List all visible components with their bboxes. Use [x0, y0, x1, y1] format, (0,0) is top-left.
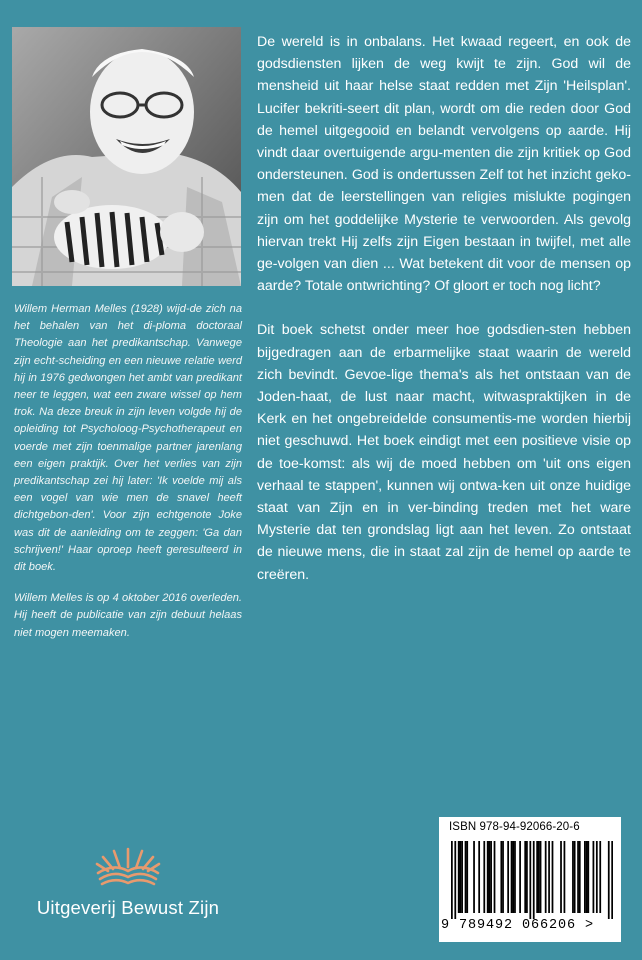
- barcode-bar: [507, 841, 509, 913]
- book-blurb: [257, 31, 631, 608]
- barcode-bar: [489, 841, 491, 913]
- barcode-label: [439, 817, 621, 942]
- author-biography: [14, 301, 242, 656]
- barcode-bar: [511, 841, 513, 913]
- publisher-logo: [12, 827, 244, 927]
- barcode-bar: [500, 841, 502, 913]
- bio-paragraph: Willem Herman Melles (1928) wijd-de zich na het behalen van het di-ploma doctoraal Theologie aan het predikantschap. Vanwege zijn echt-scheiding en een nieuwe relatie werd hij in 1976 gedwongen het ambt van predikant neer te leggen, wat een zware wissel op hem trok. Na deze breuk in zijn leven volgde hij de opleiding tot Psycholoog-Psychotherapeut en voerde met zijn toenmalige partner jarenlang een eigen praktijk. Over het verlies van zijn predikantschap zei hij later: 'Ik voelde mij als een vogel van wie men de snavel heeft dichtgebon-den'. Voor zijn echtgenote Joke was dit de aanleiding om te zeggen: 'Ga dan schrijven!' Haar oproep heeft geresulteerd in dit boek.: [14, 303, 242, 574]
- barcode-bar: [536, 841, 538, 913]
- barcode-bar: [458, 841, 460, 913]
- bio-paragraph-death: Willem Melles is op 4 oktober 2016 overleden. Hij heeft de publicatie van zijn debuut helaas niet mogen meemaken.: [14, 592, 242, 639]
- publisher-name: Uitgeverij Bewust Zijn: [36, 897, 220, 918]
- barcode-bar: [473, 841, 475, 913]
- barcode-bar: [529, 841, 531, 919]
- barcode-bar: [596, 841, 598, 913]
- barcode-bar: [526, 841, 528, 913]
- barcode-bar: [579, 841, 581, 913]
- barcode-bar: [461, 841, 463, 913]
- barcode-bar: [502, 841, 504, 913]
- barcode-digits: 9 789492 066206 >: [441, 918, 595, 933]
- barcode-bar: [564, 841, 566, 913]
- barcode: [451, 841, 613, 919]
- sunrise-book-icon: [92, 827, 164, 887]
- blurb-paragraph-2: Dit boek schetst onder meer hoe godsdien-sten hebben bijgedragen aan de erbarmelijke staat waarin de wereld zich bevindt. Gevoe-lige thema's als het ontstaan van de Joden-haat, de lust naar macht, witwaspraktijken in de Kerk en het ongebreidelde consumentis-me worden hierbij niet geschuwd. Het boek eindigt met een positieve visie op de toe-komst: als wij de moed hebben om 'uit ons eigen verhaal te stappen', kunnen wij ontwa-ken uit onze huidige staat van Zijn en in ver-binding treden met het ware Mysterie dat ten grondslag ligt aan het leven. Zo ontstaat de nieuwe mens, die in staat zal zijn de hemel op aarde te creëren.: [257, 322, 631, 583]
- barcode-bar: [545, 841, 547, 913]
- barcode-bar: [586, 841, 588, 913]
- barcode-bar: [490, 841, 492, 913]
- barcode-bar: [552, 841, 554, 913]
- isbn-text: ISBN 978-94-92066-20-6: [449, 821, 580, 833]
- barcode-bar: [574, 841, 576, 913]
- barcode-bar: [478, 841, 480, 913]
- barcode-bar: [540, 841, 542, 913]
- barcode-bar: [584, 841, 586, 913]
- barcode-bar: [466, 841, 468, 913]
- barcode-bar: [494, 841, 496, 913]
- barcode-bar: [451, 841, 453, 919]
- barcode-bar: [599, 841, 601, 913]
- barcode-bar: [533, 841, 535, 919]
- barcode-bar: [587, 841, 589, 913]
- barcode-bar: [454, 841, 456, 919]
- barcode-bar: [519, 841, 521, 913]
- barcode-bar: [560, 841, 562, 913]
- barcode-bar: [512, 841, 514, 913]
- barcode-bar: [538, 841, 540, 913]
- barcode-bar: [524, 841, 526, 913]
- barcode-bar: [548, 841, 550, 913]
- barcode-bar: [593, 841, 595, 913]
- barcode-bar: [608, 841, 610, 919]
- barcode-bar: [514, 841, 516, 913]
- barcode-bar: [460, 841, 462, 913]
- author-photo: [12, 27, 241, 286]
- barcode-bar: [487, 841, 489, 913]
- barcode-bar: [577, 841, 579, 913]
- barcode-bar: [465, 841, 467, 913]
- barcode-bar: [572, 841, 574, 913]
- barcode-bar: [483, 841, 485, 913]
- barcode-bar: [611, 841, 613, 919]
- blurb-paragraph-1: De wereld is in onbalans. Het kwaad regeert, en ook de godsdiensten lijken de weg kwijt te zijn. God wil de mensheid uit haar helse staat redden met Zijn 'Heilsplan'. Lucifer bekriti-seert dit plan, wordt om die reden door God de hemel uitgegooid en belandt vervolgens op aarde. Hij vindt daar overtuigende argu-menten die zijn kritiek op God ondersteunen. God is ondertussen Zelf tot het inzicht geko-men dat de leerstellingen van religies mislukte pogingen zijn om het goddelijke Mysterie te verwoorden. Als gevolg hiervan trekt Hij zelfs zijn Eigen bestaan in twijfel, met alle ge-volgen van dien ... Wat betekent dit voor de mensen op aarde? Totale ontwrichting? Of gloort er toch nog licht?: [257, 34, 631, 295]
